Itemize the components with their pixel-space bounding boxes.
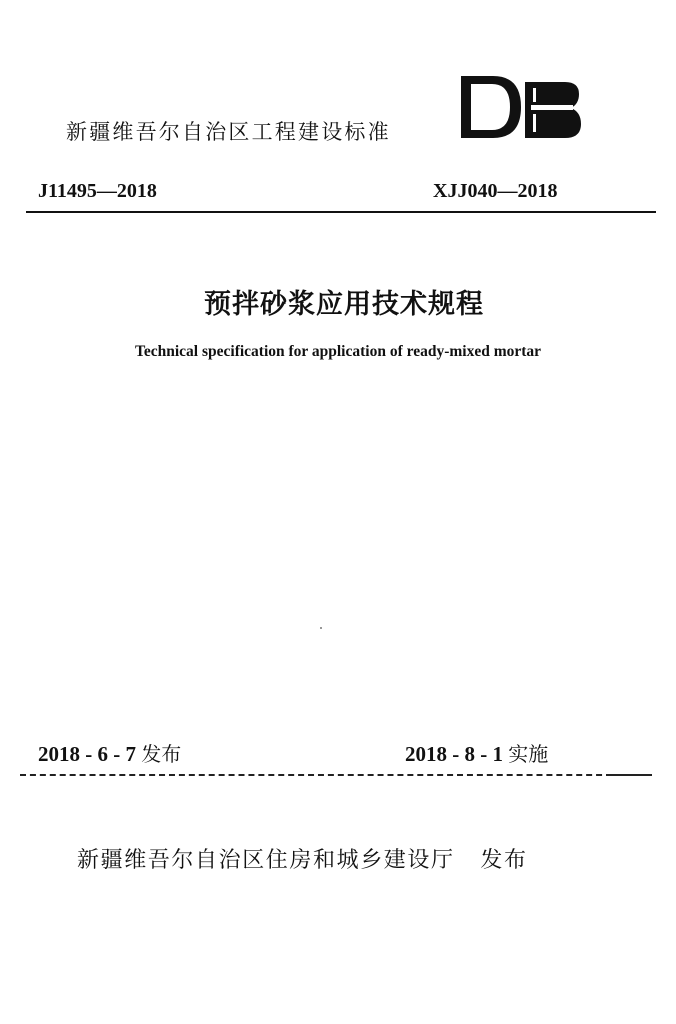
publisher-line (77, 843, 528, 874)
implement-date-block (405, 738, 548, 767)
header-divider (26, 211, 656, 213)
db-logo (459, 74, 583, 140)
db-logo-d-letter (461, 76, 521, 138)
scan-speck (320, 627, 322, 629)
standard-category-title: 新疆维吾尔自治区工程建设标准 (66, 120, 391, 144)
issue-date: 2018 - 6 - 7 (38, 742, 136, 766)
footer-divider-solid (612, 774, 652, 776)
footer-divider-dashed (20, 774, 612, 776)
implement-label: 实施 (508, 742, 549, 766)
issue-date-block (38, 738, 181, 767)
publisher-action: 发布 (480, 848, 528, 873)
issue-label: 发布 (141, 742, 182, 766)
document-title-chinese: 预拌砂浆应用技术规程 (204, 289, 484, 320)
implement-date: 2018 - 8 - 1 (405, 742, 503, 766)
filing-number: J11495—2018 (38, 180, 157, 202)
document-title-english: Technical specification for application of ready-mixed mortar (134, 343, 542, 360)
publisher-name: 新疆维吾尔自治区住房和城乡建设厅 (77, 848, 455, 873)
standard-number: XJJ040—2018 (433, 180, 558, 202)
